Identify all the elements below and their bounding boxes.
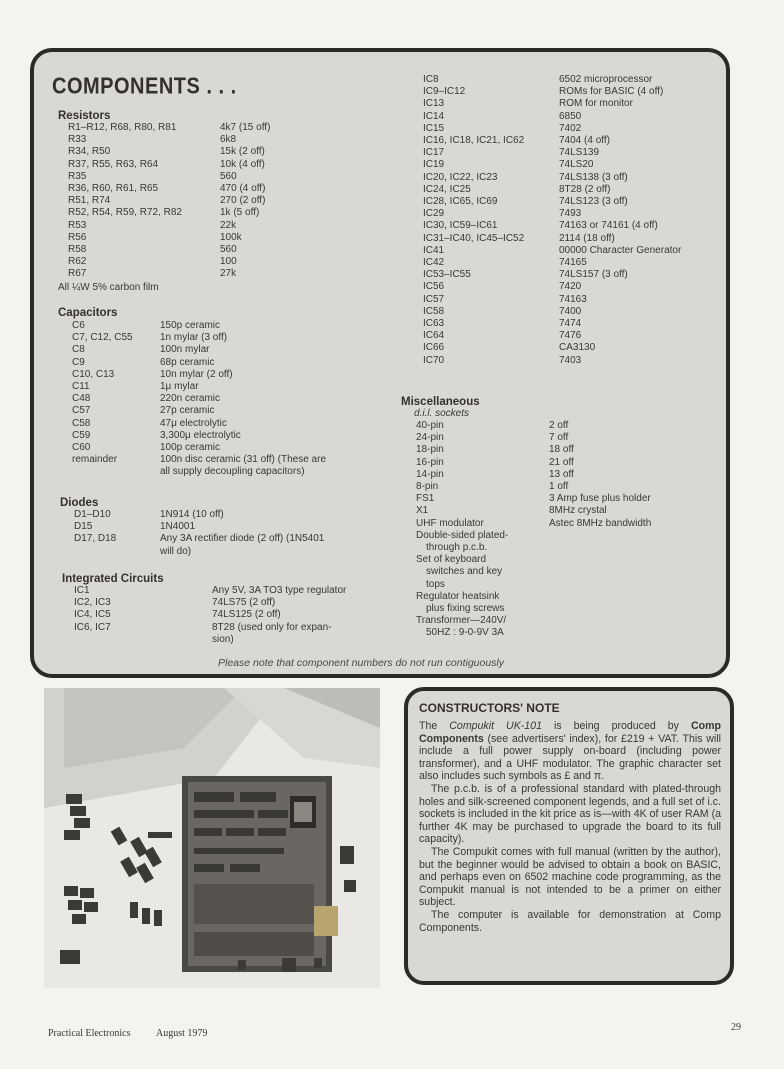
item-value: 10n mylar (2 off) — [160, 368, 233, 380]
item-value: 10k (4 off) — [220, 158, 265, 170]
list-item — [74, 634, 412, 646]
item-part: IC20, IC22, IC23 — [423, 171, 498, 183]
list-item — [72, 418, 360, 430]
item-part: IC70 — [423, 354, 445, 366]
constructors-note-paragraph-2: The p.c.b. is of a professional standard with plated-through holes and silk-screened component legends, and a full set of i.c. sockets is included in the kit price as is—with 4K of user RAM (a further 4K may be purchased to upgrade the board to its full capacity). — [419, 782, 721, 846]
list-item — [68, 256, 270, 268]
list-item — [68, 159, 270, 171]
item-value: 74LS20 — [559, 159, 594, 171]
list-item — [423, 355, 681, 367]
item-value: ROMs for BASIC (4 off) — [559, 86, 664, 98]
item-value: 74LS123 (3 off) — [559, 196, 628, 208]
item-value: 100k — [220, 231, 242, 243]
list-item — [68, 268, 270, 280]
item-value: 22k — [220, 219, 237, 231]
item-value: 74LS75 (2 off) — [212, 597, 276, 609]
item-value: 13 off — [549, 468, 574, 480]
item-value: Any 3A rectifier diode (2 off) (1N5401 — [160, 533, 325, 545]
item-part: R58 — [68, 244, 87, 256]
item-value: 7 off — [549, 432, 569, 444]
item-part: IC6, IC7 — [74, 621, 111, 633]
item-part: IC2, IC3 — [74, 597, 111, 609]
list-item — [423, 306, 681, 318]
item-value: 100 — [220, 256, 237, 268]
item-part: tops — [426, 578, 445, 590]
item-part: R36, R60, R61, R65 — [68, 183, 159, 195]
p1-company-name: Comp Components — [419, 720, 722, 745]
item-part: X1 — [416, 505, 429, 517]
list-item — [423, 159, 681, 171]
item-part: R34, R50 — [68, 146, 111, 158]
item-value: 8MHz crystal — [549, 505, 607, 517]
item-value: 7493 — [559, 208, 582, 220]
item-part: D17, D18 — [74, 533, 117, 545]
capacitors-list — [72, 320, 360, 479]
list-item — [68, 171, 270, 183]
item-value: 15k (2 off) — [220, 146, 265, 158]
item-part: R62 — [68, 256, 87, 268]
item-part: IC14 — [423, 110, 445, 122]
item-value: 47μ electrolytic — [160, 417, 227, 429]
diodes-heading: Diodes — [60, 497, 99, 509]
item-value: 470 (4 off) — [220, 183, 266, 195]
list-item — [423, 257, 681, 269]
item-part: R1–R12, R68, R80, R81 — [68, 122, 177, 133]
list-item — [423, 86, 681, 98]
item-part: IC13 — [423, 98, 445, 110]
item-part: through p.c.b. — [426, 542, 488, 554]
list-item — [72, 442, 360, 454]
list-item — [416, 420, 651, 432]
item-part: Set of keyboard — [416, 554, 487, 566]
list-item — [423, 172, 681, 184]
item-part: C6 — [72, 320, 85, 331]
list-item — [74, 521, 360, 533]
list-item — [72, 381, 360, 393]
item-part: IC41 — [423, 244, 445, 256]
item-value: 560 — [220, 244, 237, 256]
item-part: R37, R55, R63, R64 — [68, 158, 159, 170]
list-item — [423, 147, 681, 159]
item-part: 40-pin — [416, 420, 444, 431]
item-value: 2114 (18 off) — [559, 232, 615, 244]
item-part: IC31–IC40, IC45–IC52 — [423, 232, 525, 244]
item-value: 8T28 (used only for expan- — [212, 621, 332, 633]
item-part: IC53–IC55 — [423, 269, 471, 281]
item-value: 18 off — [549, 444, 574, 456]
item-part — [72, 466, 160, 478]
p1-product-name: Compukit UK-101 — [449, 720, 542, 732]
item-value: CA3130 — [559, 342, 596, 354]
item-value: 74165 — [559, 257, 587, 269]
footer-date: August 1979 — [156, 1028, 208, 1039]
list-item — [72, 466, 360, 478]
item-part: IC15 — [423, 122, 445, 134]
list-item — [416, 505, 651, 517]
list-item — [423, 245, 681, 257]
item-part: IC64 — [423, 330, 445, 342]
item-part: C7, C12, C55 — [72, 332, 133, 344]
item-part: R33 — [68, 134, 87, 146]
list-item — [74, 533, 360, 545]
list-item — [74, 509, 360, 521]
item-part: C60 — [72, 442, 91, 454]
list-item — [423, 281, 681, 293]
item-value: 21 off — [549, 456, 574, 468]
item-value: 560 — [220, 170, 237, 182]
list-item — [68, 134, 270, 146]
misc-list — [416, 420, 651, 640]
item-part: IC42 — [423, 257, 445, 269]
item-part: IC66 — [423, 342, 445, 354]
item-part: plus fixing screws — [426, 603, 505, 615]
item-value: 7404 (4 off) — [559, 135, 610, 147]
ics-left-list — [74, 585, 412, 646]
list-item — [423, 294, 681, 306]
item-part: 50HZ : 9-0-9V 3A — [426, 627, 504, 639]
list-item — [416, 615, 651, 627]
item-part: R35 — [68, 170, 87, 182]
p1-text-a: The — [419, 720, 450, 732]
list-item — [416, 481, 651, 493]
footer-page-number: 29 — [731, 1022, 741, 1033]
list-item — [423, 269, 681, 281]
list-item — [423, 318, 681, 330]
misc-subheading: d.i.l. sockets — [414, 408, 470, 419]
item-value: 220n ceramic — [160, 393, 221, 405]
list-item — [416, 457, 651, 469]
list-item — [423, 98, 681, 110]
list-item — [68, 220, 270, 232]
item-value: 1 off — [549, 481, 569, 493]
list-item — [423, 135, 681, 147]
item-part: IC28, IC65, IC69 — [423, 196, 498, 208]
list-item — [423, 220, 681, 232]
footer-publication: Practical Electronics — [48, 1028, 131, 1039]
item-value: 27k — [220, 268, 237, 280]
item-part: IC63 — [423, 318, 445, 330]
item-value: all supply decoupling capacitors) — [160, 466, 305, 478]
item-part: IC17 — [423, 147, 445, 159]
item-part: IC56 — [423, 281, 445, 293]
list-item — [68, 183, 270, 195]
item-value: 7400 — [559, 305, 582, 317]
item-value: 100p ceramic — [160, 442, 221, 454]
item-part: switches and key — [426, 566, 503, 578]
constructors-note-paragraph-4: The computer is available for demonstration at Comp Components. — [419, 908, 721, 934]
item-part: remainder — [72, 454, 118, 466]
item-value: 100n disc ceramic (31 off) (These are — [160, 454, 327, 466]
item-value: 2 off — [549, 420, 569, 431]
list-item — [423, 342, 681, 354]
item-value: 4k7 (15 off) — [220, 122, 271, 133]
item-part: C59 — [72, 429, 91, 441]
list-item — [74, 609, 412, 621]
item-value: 74163 — [559, 293, 587, 305]
list-item — [416, 444, 651, 456]
item-value: 7474 — [559, 318, 582, 330]
item-part — [74, 546, 160, 558]
item-part: IC16, IC18, IC21, IC62 — [423, 135, 525, 147]
item-part: C8 — [72, 344, 85, 356]
list-item — [68, 207, 270, 219]
item-value: 00000 Character Generator — [559, 244, 682, 256]
resistors-list — [68, 122, 270, 281]
item-part: IC8 — [423, 74, 439, 85]
item-part: IC9–IC12 — [423, 86, 466, 98]
list-item — [416, 566, 651, 578]
item-value: 6k8 — [220, 134, 237, 146]
item-value: 6850 — [559, 110, 582, 122]
item-value: Astec 8MHz bandwidth — [549, 517, 652, 529]
list-item — [72, 332, 360, 344]
list-item — [74, 597, 412, 609]
item-value: 74LS157 (3 off) — [559, 269, 628, 281]
list-item — [416, 591, 651, 603]
list-item — [416, 469, 651, 481]
list-item — [416, 603, 651, 615]
item-value: Any 5V, 3A TO3 type regulator — [212, 585, 347, 596]
item-part: Transformer—240V/ — [416, 615, 507, 627]
list-item — [68, 232, 270, 244]
constructors-note-title: CONSTRUCTORS' NOTE — [419, 701, 560, 715]
item-part: IC24, IC25 — [423, 183, 471, 195]
item-part: Double-sided plated- — [416, 529, 509, 541]
item-value: will do) — [160, 545, 192, 557]
item-value: 68p ceramic — [160, 356, 215, 368]
item-part: R53 — [68, 219, 87, 231]
kit-photo — [44, 688, 380, 988]
item-value: 74LS139 — [559, 147, 600, 159]
list-item — [416, 627, 651, 639]
list-item — [416, 542, 651, 554]
list-item — [74, 585, 412, 597]
item-value: 150p ceramic — [160, 320, 221, 331]
item-value: 100n mylar — [160, 344, 210, 356]
item-value: 7476 — [559, 330, 582, 342]
p1-text-e: (see advertisers' index), for £219 + VAT. This will include a full power supply on-board (including power transformer), and a UHF modulator. The graphic character set also includes such symbols as £ and π. — [419, 732, 721, 783]
list-item — [416, 554, 651, 566]
list-item — [416, 530, 651, 542]
item-part: R51, R74 — [68, 195, 111, 207]
list-item — [423, 208, 681, 220]
ics-right-list — [423, 74, 681, 367]
item-value: 1N914 (10 off) — [160, 509, 224, 520]
list-item — [416, 432, 651, 444]
item-part: IC19 — [423, 159, 445, 171]
item-value: 7403 — [559, 354, 582, 366]
item-part: R67 — [68, 268, 87, 280]
item-value: 8T28 (2 off) — [559, 183, 611, 195]
list-item — [416, 579, 651, 591]
list-item — [72, 357, 360, 369]
list-item — [68, 195, 270, 207]
capacitors-heading: Capacitors — [58, 307, 118, 319]
item-value: sion) — [212, 633, 234, 645]
item-value: 270 (2 off) — [220, 195, 266, 207]
item-part: C10, C13 — [72, 368, 115, 380]
p1-text-c: is being produced by — [541, 720, 691, 732]
list-item — [423, 233, 681, 245]
list-item — [74, 546, 360, 558]
resistors-heading: Resistors — [58, 110, 111, 122]
item-value: 3 Amp fuse plus holder — [549, 493, 651, 505]
list-item — [72, 393, 360, 405]
list-item — [72, 344, 360, 356]
resistors-footnote: All ¼W 5% carbon film — [58, 282, 159, 293]
item-part: FS1 — [416, 493, 435, 505]
item-value: 1k (5 off) — [220, 207, 260, 219]
list-item — [74, 622, 412, 634]
list-item — [68, 146, 270, 158]
item-part: C11 — [72, 381, 90, 393]
item-part: C57 — [72, 405, 91, 417]
list-item — [423, 111, 681, 123]
item-value: 74LS125 (2 off) — [212, 609, 281, 621]
item-part: D1–D10 — [74, 509, 111, 520]
list-item — [68, 244, 270, 256]
item-value: 27p ceramic — [160, 405, 215, 417]
item-value: 1n mylar (3 off) — [160, 332, 228, 344]
item-part: R56 — [68, 231, 87, 243]
item-part: IC58 — [423, 305, 445, 317]
item-part: 24-pin — [416, 432, 444, 444]
item-part: 8-pin — [416, 481, 439, 493]
item-part: 16-pin — [416, 456, 444, 468]
item-part: C48 — [72, 393, 91, 405]
item-part: IC29 — [423, 208, 445, 220]
misc-heading: Miscellaneous — [401, 396, 480, 408]
item-value: ROM for monitor — [559, 98, 633, 110]
list-item — [72, 369, 360, 381]
item-part: C58 — [72, 417, 91, 429]
list-item — [72, 454, 360, 466]
item-part: UHF modulator — [416, 517, 484, 529]
constructors-note-paragraph-1 — [419, 720, 721, 783]
item-value: 7402 — [559, 122, 582, 134]
item-part: IC57 — [423, 293, 445, 305]
item-value: 6502 microprocessor — [559, 74, 653, 85]
item-value: 1μ mylar — [160, 381, 199, 393]
list-item — [72, 405, 360, 417]
list-item — [423, 74, 681, 86]
item-part: D15 — [74, 521, 93, 533]
item-value: 1N4001 — [160, 521, 196, 533]
item-part: IC1 — [74, 585, 90, 596]
diodes-list — [74, 509, 360, 558]
item-part: IC30, IC59–IC61 — [423, 220, 498, 232]
item-part: 14-pin — [416, 468, 444, 480]
components-title: COMPONENTS . . . — [52, 74, 237, 100]
item-part — [74, 634, 212, 646]
list-item — [72, 430, 360, 442]
item-value: 74163 or 74161 (4 off) — [559, 220, 658, 232]
contiguous-note: Please note that component numbers do not run contiguously — [218, 657, 505, 669]
ics-heading: Integrated Circuits — [62, 573, 164, 585]
item-value: 7420 — [559, 281, 582, 293]
item-part: 18-pin — [416, 444, 444, 456]
list-item — [68, 122, 270, 134]
list-item — [416, 518, 651, 530]
item-value: 74LS138 (3 off) — [559, 171, 628, 183]
list-item — [72, 320, 360, 332]
item-value: 3,300μ electrolytic — [160, 429, 241, 441]
item-part: C9 — [72, 356, 85, 368]
list-item — [423, 330, 681, 342]
item-part: Regulator heatsink — [416, 590, 500, 602]
constructors-note-paragraph-3: The Compukit comes with full manual (written by the author), but the beginner would be advised to obtain a book on BASIC, and perhaps even on 6502 machine code programming, as the Compukit manual is not intended to be a primer on either subject. — [419, 845, 721, 909]
constructors-note-body — [419, 720, 721, 934]
list-item — [423, 123, 681, 135]
list-item — [423, 196, 681, 208]
item-part: R52, R54, R59, R72, R82 — [68, 207, 182, 219]
item-part: IC4, IC5 — [74, 609, 111, 621]
list-item — [416, 493, 651, 505]
list-item — [423, 184, 681, 196]
